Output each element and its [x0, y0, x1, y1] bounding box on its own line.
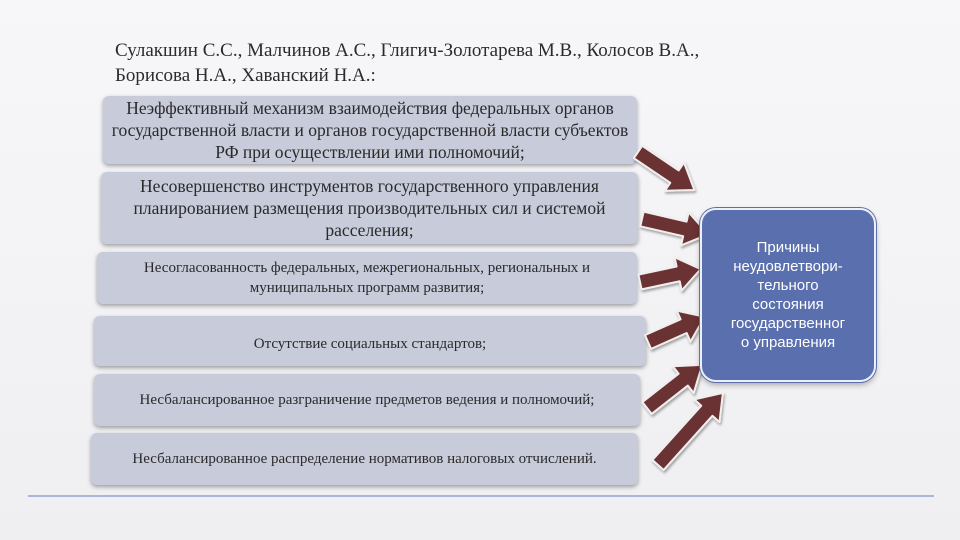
cause-text-6: Несбалансированное распределение нормативов налоговых отчислений.	[132, 451, 597, 467]
cause-text-2: Несовершенство инструментов государственного управления планированием размещения производительных сил и системой расселения;	[133, 176, 606, 240]
causes-summary-box	[700, 208, 876, 382]
cause-text-1: Неэффективный механизм взаимодействия федеральных органов государственной власти и органов государственной власти субъектов РФ при осуществлении ими полномочий;	[111, 98, 629, 162]
cause-text-4: Отсутствие социальных стандартов;	[253, 336, 487, 352]
authors-line-1: Сулакшин С.С., Малчинов А.С., Глигич-Золотарева М.В., Колосов В.А.,	[115, 40, 700, 61]
arrow-1	[628, 138, 703, 204]
authors-line-2: Борисова Н.А., Хаванский Н.А.:	[115, 65, 376, 86]
bottom-divider	[28, 495, 934, 497]
causes-summary-text: Причины неудовлетвори- тельного состояния государственног о управления	[730, 239, 846, 351]
arrow-3	[636, 252, 704, 298]
cause-text-3: Несогласованность федеральных, межрегиональных, региональных и муниципальных программ развития;	[143, 260, 591, 296]
cause-text-5: Несбалансированное разграничение предметов ведения и полномочий;	[139, 392, 595, 408]
